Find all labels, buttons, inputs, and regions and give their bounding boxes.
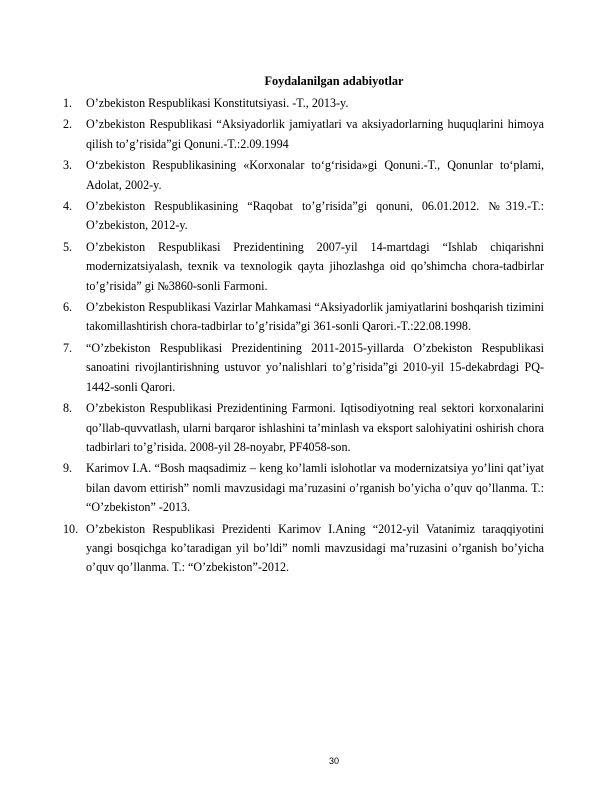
reference-text: O’zbekiston Respublikasi Vazirlar Mahkamasi “Aksiyadorlik jamiyatlarini boshqarish tizimini takomillashtirish chora-tadbirlar to’g’risida”gi 361-sonli Qarori.-T.:22.08.1998. (86, 300, 544, 334)
reference-item (63, 115, 544, 154)
reference-text: O’zbekiston Respublikasi Konstitutsiyasi. -T., 2013-y. (86, 96, 349, 110)
reference-item (63, 520, 544, 578)
reference-number: 4. (63, 199, 73, 214)
reference-text: O’zbekiston Respublikasining “Raqobat to’g’risida”gi qonuni, 06.01.2012. №319.-T.: O’zbekiston, 2012-y. (86, 199, 544, 233)
page-title: Foydalanilgan adabiyotlar (264, 74, 404, 88)
reference-text: O’zbekiston Respublikasi Prezidentining Farmoni. Iqtisodiyotning real sektori korxonalarini qo’llab-quvvatlash, ularni barqaror ishlashini ta’minlash va eksport salohiyatini oshirish chora tadbirlari to’g’risida. 2008-yil 28-noyabr, PF4058-son. (86, 401, 544, 454)
reference-item (63, 459, 544, 517)
reference-text: O’zbekiston Respublikasi Prezidenti Karimov I.Aning “2012-yil Vatanimiz taraqqiyotini yangi bosqichga ko’taradigan yil bo’ldi” nomli mavzusidagi ma’ruzasini o’rganish bo’yicha o’quv qo’llanma. T.: “O’zbekiston”-2012. (86, 521, 544, 575)
reference-item (63, 94, 544, 113)
reference-number: 7. (63, 340, 73, 355)
reference-text: O’zbekiston Respublikasi Prezidentining 2007-yil 14-martdagi “Ishlab chiqarishni modernizatsiyalash, texnik va texnologik qayta jihozlashga oid qo’shimcha chora-tadbirlar to’g’risida” gi №3860-sonli Farmoni. (86, 239, 544, 293)
reference-text: O‘zbekiston Respublikasining «Korxonalar to‘g‘risida»gi Qonuni.-T., Qonunlar to‘plami, Adolat, 2002-y. (86, 158, 544, 192)
reference-text: Karimov I.A. “Bosh maqsadimiz – keng ko’lamli islohotlar va modernizatsiya yo’lini qat’iyat bilan davom ettirish” nomli mavzusidagi ma’ruzasini o’rganish bo’yicha o’quv qo’llanma. T.: “O’zbekiston” -2013. (86, 461, 544, 515)
reference-number: 1. (63, 96, 73, 110)
page-number: 30 (328, 756, 339, 766)
reference-number: 8. (63, 401, 73, 416)
reference-number: 9. (63, 461, 73, 476)
reference-number: 2. (63, 117, 73, 132)
reference-item (63, 399, 544, 457)
reference-item (63, 197, 544, 236)
reference-number: 3. (63, 158, 73, 173)
reference-number: 10. (63, 521, 79, 536)
reference-item (63, 339, 544, 397)
reference-item (63, 238, 544, 296)
reference-number: 5. (63, 239, 73, 254)
reference-list (63, 94, 544, 580)
reference-item (63, 156, 544, 195)
reference-item (63, 298, 544, 337)
reference-text: O’zbekiston Respublikasi “Aksiyadorlik jamiyatlari va aksiyadorlarning huquqlarini himoya qilish to’g’risida”gi Qonuni.-T.:2.09.1994 (86, 117, 544, 151)
reference-number: 6. (63, 300, 73, 315)
reference-text: “O’zbekiston Respublikasi Prezidentining 2011-2015-yillarda O’zbekiston Respublikasi sanoatini rivojlantirishning ustuvor yo’nalishlari to’g’risida”gi 2010-yil 15-dekabrdagi PQ-1442-sonli Qarori. (86, 340, 544, 394)
